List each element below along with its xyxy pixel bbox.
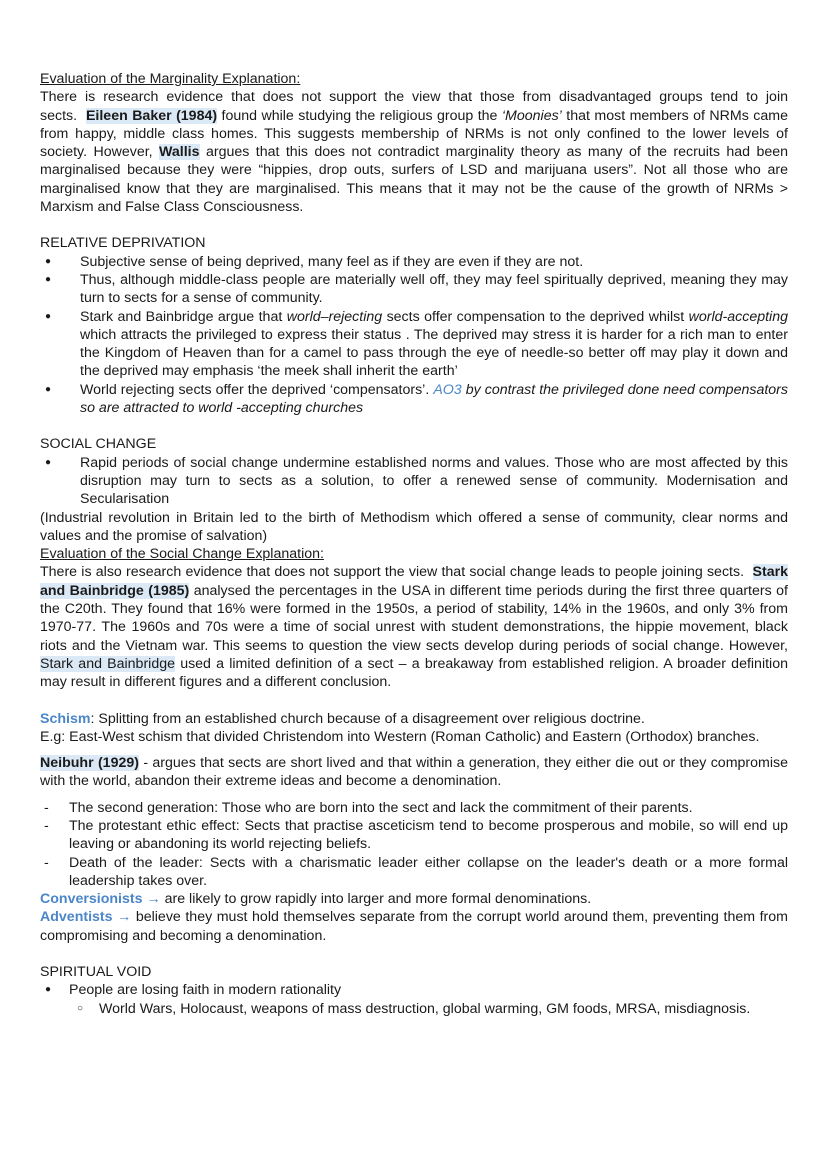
social-change-evaluation-section [40,545,788,691]
neibuhr-list [40,799,788,890]
schism-definition: Schism: Splitting from an established church because of a disagreement over religious doctrine. [40,710,645,727]
spiritual-void-heading: SPIRITUAL VOID [40,964,152,981]
relative-deprivation-list [40,253,788,418]
list-item: ○ World Wars, Holocaust, weapons of mass destruction, global warming, GM foods, MRSA, misdiagnosis. [40,1000,788,1018]
eileen-baker-reference: Eileen Baker (1984) [85,107,218,124]
wallis-reference: Wallis [159,144,200,161]
schism-example: E.g: East-West schism that divided Christendom into Western (Roman Catholic) and Eastern (Orthodox) branches. [40,728,760,745]
stark-bainbridge-1985-reference: Stark and Bainbridge (1985) [40,564,788,599]
list-item: ● Subjective sense of being deprived, many feel as if they are even if they are not. [40,253,788,271]
marginality-evaluation-section [40,70,788,216]
relative-deprivation-section [40,234,788,417]
spiritual-void-sublist [40,1000,788,1018]
schism-section [40,710,788,747]
schism-term: Schism [40,710,91,727]
list-item: ● People are losing faith in modern rationality [40,981,788,999]
list-item: ● World rejecting sects offer the deprived ‘compensators’. AO3 by contrast the privileged done need compensators so are attracted to world -accepting churches [40,381,788,418]
right-arrow-icon: → [146,891,161,908]
conversionists-term: Conversionists [40,891,143,908]
neibuhr-reference: Neibuhr (1929) [40,755,139,772]
adventists-line: Adventists → believe they must hold themselves separate from the corrupt world around them, preventing them from compromising and becoming a denomination. [40,909,788,944]
neibuhr-paragraph: Neibuhr (1929) - argues that sects are short lived and that within a generation, they either die out or they compromise with the world, abandon their extreme ideas and become a denomination. [40,755,788,790]
right-arrow-icon: → [117,909,132,926]
conversionists-line: Conversionists → are likely to grow rapidly into larger and more formal denominations. [40,891,592,908]
marginality-evaluation-heading: Evaluation of the Marginality Explanation: [40,71,301,87]
adventists-term: Adventists [40,909,113,926]
ao3-label: AO3 [433,381,462,398]
list-item: - The second generation: Those who are born into the sect and lack the commitment of their parents. [40,799,788,817]
list-item: - Death of the leader: Sects with a charismatic leader either collapse on the leader's death or a more formal leadership takes over. [40,854,788,891]
methodism-note: (Industrial revolution in Britain led to the birth of Methodism which offered a sense of community, clear norms and values and the promise of salvation) [40,509,788,544]
spiritual-void-list [40,981,788,999]
marginality-evaluation-paragraph: There is research evidence that does not support the view that those from disadvantaged groups tend to join sects. Eileen Baker (1984) found while studying the religious group the ‘Moonies’ that most members of NRMs came from happy, middle class homes. This suggests membership of NRMs is not only confined to the lower levels of society. However, Wallis argues that this does not contradict marginality theory as many of the recruits had been marginalised because they were “hippies, drop outs, surfers of LSD and marijuana users”. Not all those who are marginalised know that they are marginalised. This means that it may not be the cause of the growth of NRMs > Marxism and False Class Consciousness. [40,89,789,216]
list-item: ● Stark and Bainbridge argue that world–rejecting sects offer compensation to the deprived whilst world-accepting which attracts the privileged to express their status . The deprived may stress it is harder for a rich man to enter the Kingdom of Heaven than for a camel to pass through the eye of needle-so better off may play it down and the deprived may emphasis ‘the meek shall inherit the earth’ [40,308,788,381]
list-item: ● Thus, although middle-class people are materially well off, they may feel spiritually deprived, meaning they may turn to sects for a sense of community. [40,271,788,308]
social-change-section [40,435,788,545]
stark-bainbridge-reference: Stark and Bainbridge [40,655,175,672]
social-change-heading: SOCIAL CHANGE [40,436,157,453]
list-item: ● Rapid periods of social change undermine established norms and values. Those who are most affected by this disruption may turn to sects as a solution, to offer a renewed sense of community. Modernisation and Secularisation [40,454,788,509]
spiritual-void-section [40,963,788,1018]
neibuhr-section [40,754,788,945]
moonies-term: ‘Moonies’ [501,107,562,124]
social-change-evaluation-heading: Evaluation of the Social Change Explanation: [40,546,324,563]
list-item: - The protestant ethic effect: Sects that practise asceticism tend to become prosperous and mobile, so will end up leaving or abandoning its world rejecting beliefs. [40,817,788,854]
social-change-evaluation-paragraph: There is also research evidence that does not support the view that social change leads to people joining sects. Stark and Bainbridge (1985) analysed the percentages in the USA in different time periods during the first three quarters of the C20th. They found that 16% were formed in the 1950s, a period of stability, 14% in the 1960s, and only 3% from 1970-77. The 1960s and 70s were a time of social unrest with student demonstrations, the hippie movement, black riots and the Vietnam war. This seems to question the view sects develop during periods of social change. However, Stark and Bainbridge used a limited definition of a sect – a breakaway from established religion. A broader definition may result in different figures and a different conclusion. [40,564,789,691]
social-change-list [40,454,788,509]
relative-deprivation-heading: RELATIVE DEPRIVATION [40,235,206,252]
